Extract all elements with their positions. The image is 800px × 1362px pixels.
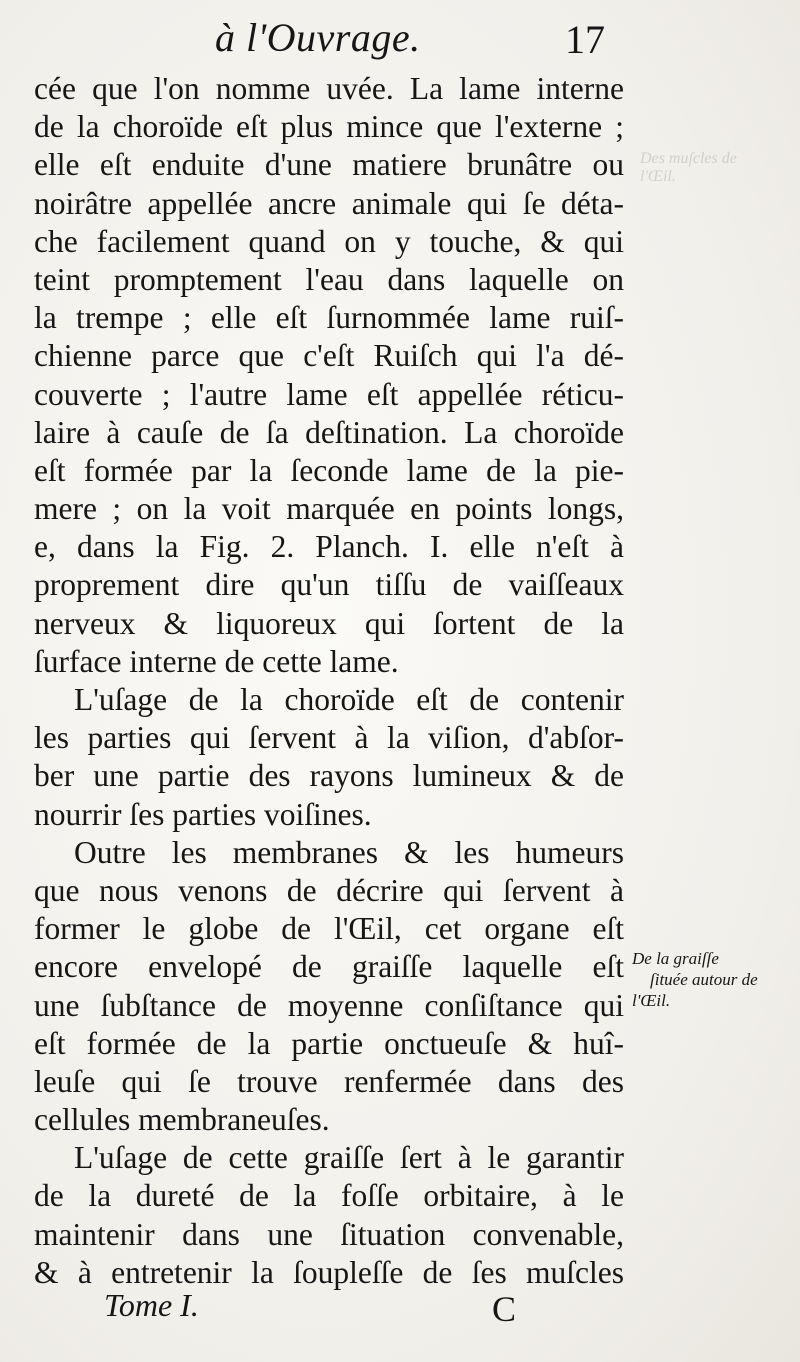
margin-note [632,948,792,1011]
text-line: couverte ; l'autre lame eſt appellée réticu- [34,376,624,412]
text-line: ſurface interne de cette lame. [34,643,399,679]
paragraph-start-line: L'uſage de la choroïde eſt de contenir [74,682,624,717]
text-line: leuſe qui ſe trouve renfermée dans des [34,1063,624,1099]
body-text [34,70,624,1292]
gathering-signature: C [492,1289,517,1329]
text-line: de la choroïde eſt plus mince que l'externe ; [34,109,624,145]
text-line: teint promptement l'eau dans laquelle on [34,261,624,297]
text-line: elle eſt enduite d'une matiere brunâtre ou [34,147,624,183]
text-line: ber une partie des rayons lumineux & de [34,758,624,794]
text-line: laire à cauſe de ſa deſtination. La choroïde [34,414,624,450]
text-line: encore envelopé de graiſſe laquelle eſt [34,949,624,985]
text-line: que nous venons de décrire qui ſervent à [34,872,624,908]
margin-note-line: l'Œil. [632,991,671,1010]
text-line: cée que l'on nomme uvée. La lame interne [34,71,624,106]
text-line: e, dans la Fig. 2. Planch. I. elle n'eſt à [34,529,624,565]
page-number: 17 [565,17,605,62]
text-line: eſt formée par la ſeconde lame de la pie- [34,452,624,488]
text-line: proprement dire qu'un tiſſu de vaiſſeaux [34,567,624,603]
text-line: une ſubſtance de moyenne conſiſtance qui [34,987,624,1023]
margin-note-line: De la graiſſe [632,949,719,968]
text-line: che facilement quand on y touche, & qui [34,223,624,259]
text-line: la trempe ; elle eſt ſurnommée lame ruiſ- [34,300,624,336]
text-line: chienne parce que c'eſt Ruiſch qui l'a dé- [34,338,624,374]
text-line: former le globe de l'Œil, cet organe eſt [34,911,624,947]
text-line: nerveux & liquoreux qui ſortent de la [34,605,624,641]
text-line: & à entretenir la ſoupleſſe de ſes muſcles [34,1254,624,1290]
text-line: les parties qui ſervent à la viſion, d'abſor- [34,720,624,756]
margin-note-line: ſituée autour de [650,970,758,989]
text-line: cellules membraneuſes. [34,1102,330,1138]
running-title: à l'Ouvrage. [215,15,421,60]
paragraph-start-line: Outre les membranes & les humeurs [74,834,624,870]
text-line: nourrir ſes parties voiſines. [34,796,372,832]
text-line: noirâtre appellée ancre animale qui ſe déta- [34,185,624,221]
text-line: de la dureté de la foſſe orbitaire, à le [34,1178,624,1214]
text-line: eſt formée de la partie onctueuſe & huî- [34,1025,624,1061]
bleed-through-text: Des muſcles de l'Œil. [640,150,737,185]
text-line: maintenir dans une ſituation convenable, [34,1216,624,1252]
volume-signature: Tome I. [104,1287,199,1323]
paragraph-start-line: L'uſage de cette graiſſe ſert à le garantir [74,1140,624,1176]
text-line: mere ; on la voit marquée en points longs, [34,491,624,527]
